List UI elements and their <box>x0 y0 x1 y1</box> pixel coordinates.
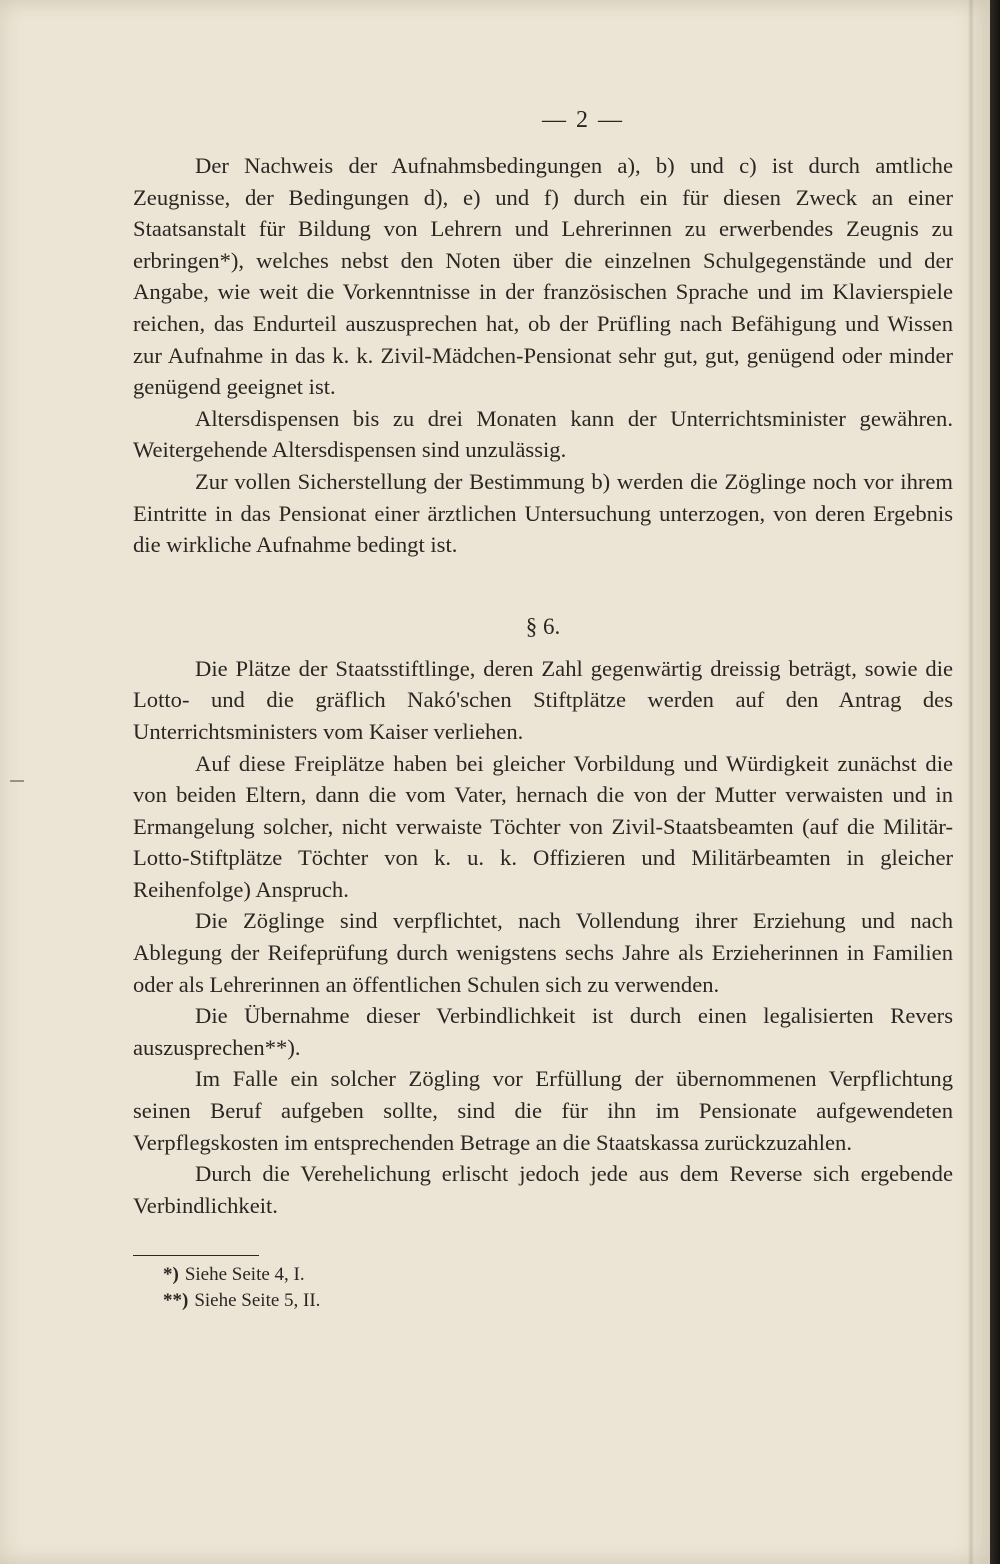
paragraph: Auf diese Freiplätze haben bei gleicher Vorbildung und Würdigkeit zunächst die von beiden Eltern, dann die vom Vater, hernach die von der Mutter verwaisten und in Ermangelung solcher, nicht verwaiste Töchter von Zivil-Staatsbeamten (auf die Militär-Lotto-Stiftplätze Töchter von k. u. k. Offizieren und Militärbeamten in gleicher Reihenfolge) Anspruch. <box>133 750 953 902</box>
footnote-marker: **) <box>163 1290 189 1312</box>
paragraph: Durch die Verehelichung erlischt jedoch jede aus dem Reverse sich ergebende Verbindlichkeit. <box>133 1161 953 1218</box>
footnote <box>133 1288 953 1314</box>
paragraph: Zur vollen Sicherstellung der Bestimmung b) werden die Zöglinge noch vor ihrem Eintritte in das Pensionat einer ärztlichen Untersuchung unterzogen, von deren Ergebnis die wirkliche Aufnahme bedingt ist. <box>133 468 953 558</box>
paragraph: Die Übernahme dieser Verbindlichkeit ist durch einen legalisierten Revers auszusprechen**). <box>133 1003 953 1060</box>
footnote-marker: *) <box>163 1264 179 1286</box>
footnote-text: Siehe Seite 5, II. <box>194 1290 321 1312</box>
footnote-text: Siehe Seite 4, I. <box>184 1264 305 1286</box>
paragraph: Die Plätze der Staatsstiftlinge, deren Zahl gegenwärtig dreissig beträgt, sowie die Lotto- und die gräflich Nakó'schen Stiftplätze werden auf den Antrag des Unterrichtsministers vom Kaiser verliehen. <box>133 655 953 744</box>
paragraph: Im Falle ein solcher Zögling vor Erfüllung der übernommenen Verpflichtung seinen Beruf aufgeben sollte, sind die für ihn im Pensionate aufgewendeten Verpflegskosten im entsprechenden Betrage an die Staatskassa zurückzuzahlen. <box>133 1066 953 1155</box>
footnote-rule <box>133 1255 259 1256</box>
page-fold-shadow <box>968 0 974 1564</box>
scan-edge <box>990 0 1000 1564</box>
footnote <box>133 1262 953 1288</box>
page-text <box>133 100 953 1314</box>
paragraph: Altersdispensen bis zu drei Monaten kann der Unterrichtsminister gewähren. Weitergehende Altersdispensen sind unzulässig. <box>133 405 953 463</box>
paragraph: Der Nachweis der Aufnahmsbedingungen a), b) und c) ist durch amtliche Zeugnisse, der Bedingungen d), e) und f) durch ein für diesen Zweck an einer Staatsanstalt für Bildung von Lehrern und Lehrerinnen zu erwerbendes Zeugnis zu erbringen*), welches nebst den Noten über die einzelnen Schulgegenstände und der Angabe, wie weit die Vorkenntnisse in der französischen Sprache und im Klavierspiele reichen, das Endurteil auszusprechen hat, ob der Prüfling nach Befähigung und Wissen zur Aufnahme in das k. k. Zivil-Mädchen-Pensionat sehr gut, gut, genügend oder minder genügend geeignet ist. <box>133 153 953 400</box>
section-heading: § 6. <box>525 613 561 639</box>
page-number: — 2 — <box>542 107 624 133</box>
margin-mark <box>10 780 24 782</box>
paragraph: Die Zöglinge sind verpflichtet, nach Vollendung ihrer Erziehung und nach Ablegung der Reifeprüfung durch wenigstens sechs Jahre als Erzieherinnen in Familien oder als Lehrerinnen an öffentlichen Schulen sich zu verwenden. <box>133 908 953 997</box>
